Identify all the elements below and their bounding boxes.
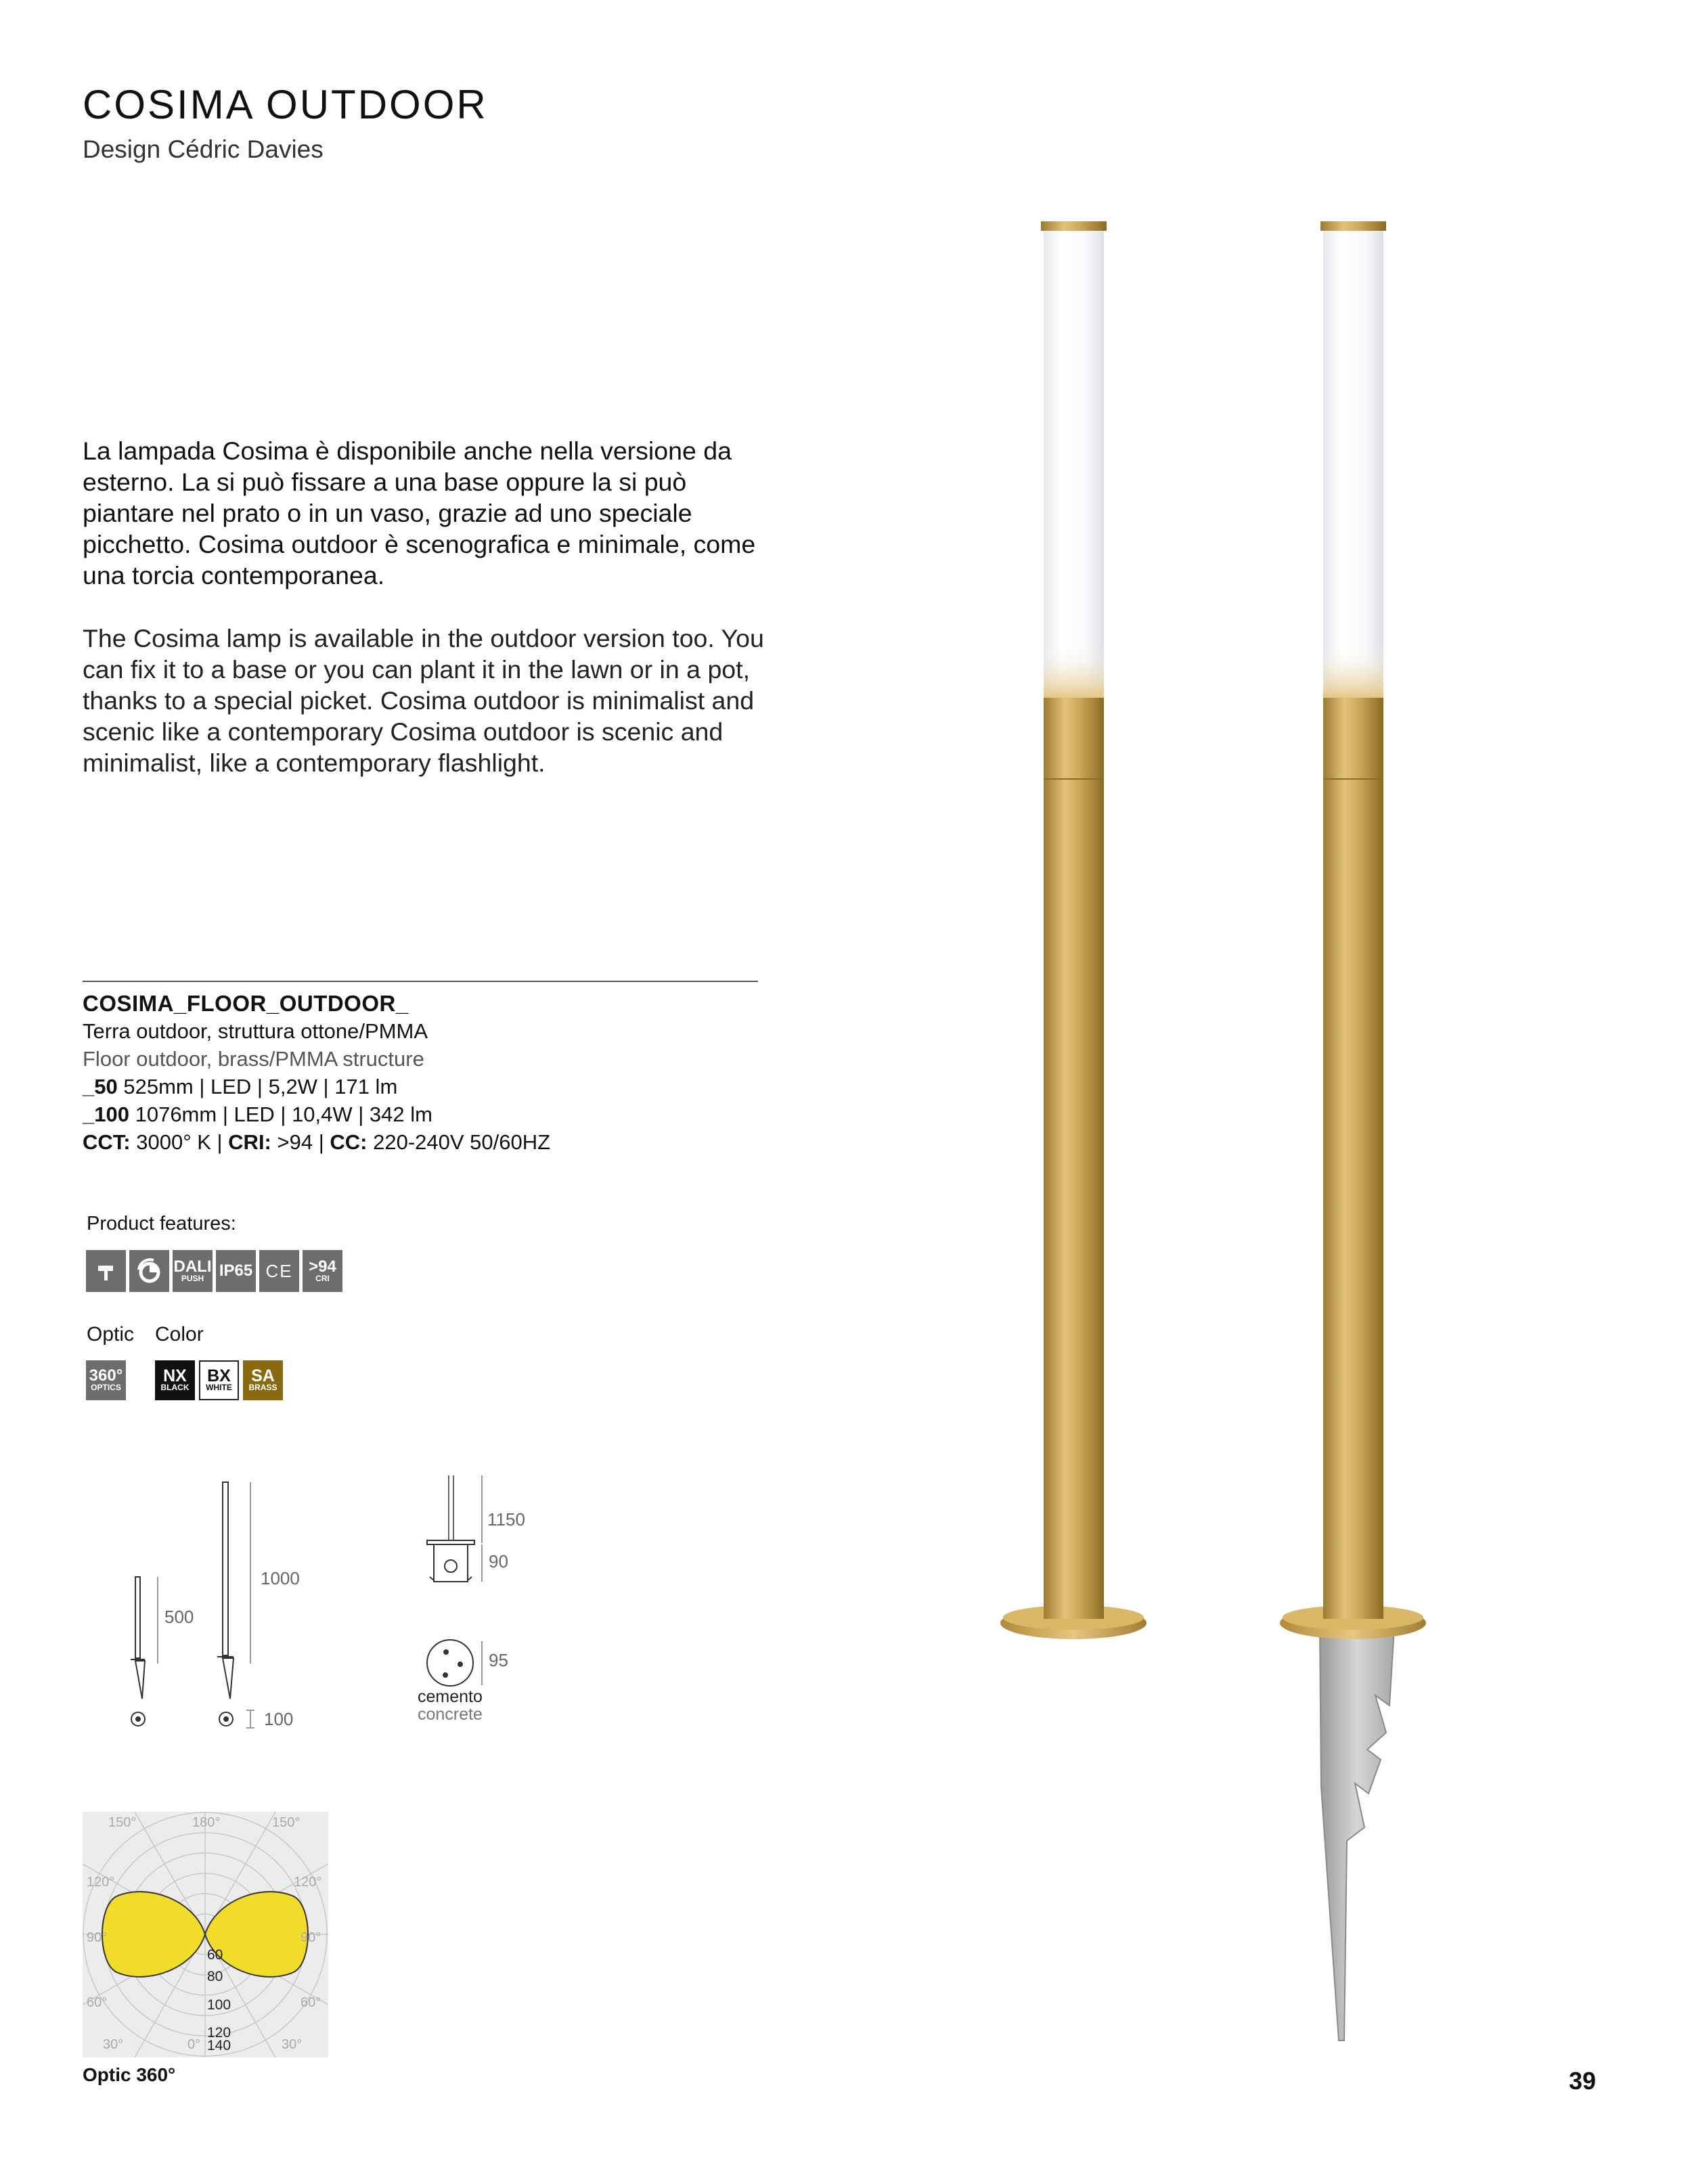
lamp-with-spike [1280,221,1426,2041]
variant-100 [83,1100,550,1128]
cri-label: CRI: [228,1130,271,1154]
polar-angle-label: 150° [108,1815,137,1830]
cct-label: CCT: [83,1130,131,1154]
polar-angle-label: 60° [87,1995,108,2010]
swatch-name: BRASS [248,1383,277,1392]
polar-ring-label: 140 [207,2038,231,2053]
optic-360-badge [86,1360,126,1400]
polar-angle-label: 30° [282,2037,303,2052]
page-number: 39 [1569,2067,1597,2095]
lamp-with-base [1000,221,1147,1639]
polar-angle-label: 180° [192,1815,221,1830]
color-label: Color [155,1323,204,1345]
optic-label: Optic [87,1323,135,1345]
swatch-code: BX [207,1366,231,1385]
swatch-code: NX [163,1366,187,1385]
color-swatch-white [199,1360,239,1400]
polar-diagram [83,1812,328,2057]
dimmable-icon [129,1250,169,1292]
dim-1000: 1000 [261,1568,300,1588]
dim-1150: 1150 [487,1509,525,1530]
optic-sub: OPTICS [91,1383,121,1392]
features-label: Product features: [87,1213,236,1234]
base-label-italian: cemento [418,1687,483,1706]
polar-ring-label: 120 [207,2025,231,2041]
cc-label: CC: [330,1130,368,1154]
cct-value: 3000° K [136,1130,211,1154]
cri-text: >94 [309,1257,336,1276]
page-title: COSIMA OUTDOOR [83,82,488,127]
ip65-icon [216,1250,256,1292]
color-swatch-black [155,1360,195,1400]
electrical-specs: CCT: 3000° K | CRI: >94 | CC: 220-240V 50/60HZ [83,1130,551,1154]
polar-angle-label: 90° [301,1930,321,1945]
polar-ring-label: 100 [207,1997,231,2013]
swatch-name: WHITE [206,1383,232,1392]
polar-angle-label: 60° [301,1995,321,2010]
optic-value: 360° [89,1366,123,1385]
variant-50-text: 525mm | LED | 5,2W | 171 lm [123,1075,398,1098]
product-photo [975,203,1448,2057]
variant-100-code: _100 [83,1102,129,1126]
dim-500: 500 [164,1607,194,1627]
cri-sub-text: CRI [315,1273,330,1283]
lamp-100-drawing [217,1482,254,1728]
spec-line-english: Floor outdoor, brass/PMMA structure [83,1047,424,1071]
dali-push-icon [173,1250,213,1292]
polar-ring-label: 80 [207,1969,223,1984]
product-code: COSIMA_FLOOR_OUTDOOR_ [83,991,409,1016]
feature-icons [86,1250,342,1292]
spec-block [83,989,550,1156]
cc-value: 220-240V 50/60HZ [373,1130,551,1154]
cri-value: >94 [277,1130,313,1154]
polar-angle-label: 0° [187,2037,201,2052]
color-swatch-brass [243,1360,283,1400]
floor-lamp-icon [86,1250,126,1292]
polar-ring-label: 60 [207,1947,223,1963]
concrete-base-drawing [427,1475,482,1686]
polar-angle-label: 120° [87,1875,115,1890]
spec-line-italian: Terra outdoor, struttura ottone/PMMA [83,1019,428,1043]
divider [83,981,758,982]
dim-90: 90 [489,1551,508,1572]
polar-angle-label: 150° [272,1815,301,1830]
variant-100-text: 1076mm | LED | 10,4W | 342 lm [135,1102,432,1126]
dim-95: 95 [489,1650,508,1670]
ip-text: IP65 [219,1262,253,1280]
polar-angle-label: 90° [87,1930,108,1945]
swatch-code: SA [251,1366,275,1385]
base-label-english: concrete [418,1705,483,1724]
dim-100: 100 [264,1709,294,1729]
polar-angle-label: 120° [294,1875,322,1890]
base-caption [418,1688,483,1723]
ce-text: CE [265,1261,293,1281]
designer-credit: Design Cédric Davies [83,135,324,163]
swatch-name: BLACK [160,1383,190,1392]
description-english: The Cosima lamp is available in the outdoor version too. You can fix it to a base or you can plant it in the lawn or in a pot, thanks to a special picket. Cosima outdoor is minimalist and scenic like a contemporary Cosima outdoor is scenic and minimalist, like a contemporary flashlight. [83,624,764,777]
polar-angle-label: 30° [103,2037,124,2052]
dali-text: DALI [173,1257,212,1276]
ce-mark-icon [259,1250,299,1292]
dali-sub-text: PUSH [181,1273,204,1283]
lamp-50-drawing [131,1577,158,1726]
variant-50 [83,1073,550,1100]
variant-50-code: _50 [83,1075,118,1098]
polar-title: Optic 360° [83,2064,176,2085]
description-italian: La lampada Cosima è disponibile anche nella versione da esterno. La si può fissare a una base oppure la si può piantare nel prato o in un vaso, grazie ad uno speciale picchetto. Cosima outdoor è scenografica e minimale, come una torcia contemporanea. [83,437,756,589]
cri-icon [303,1250,342,1292]
